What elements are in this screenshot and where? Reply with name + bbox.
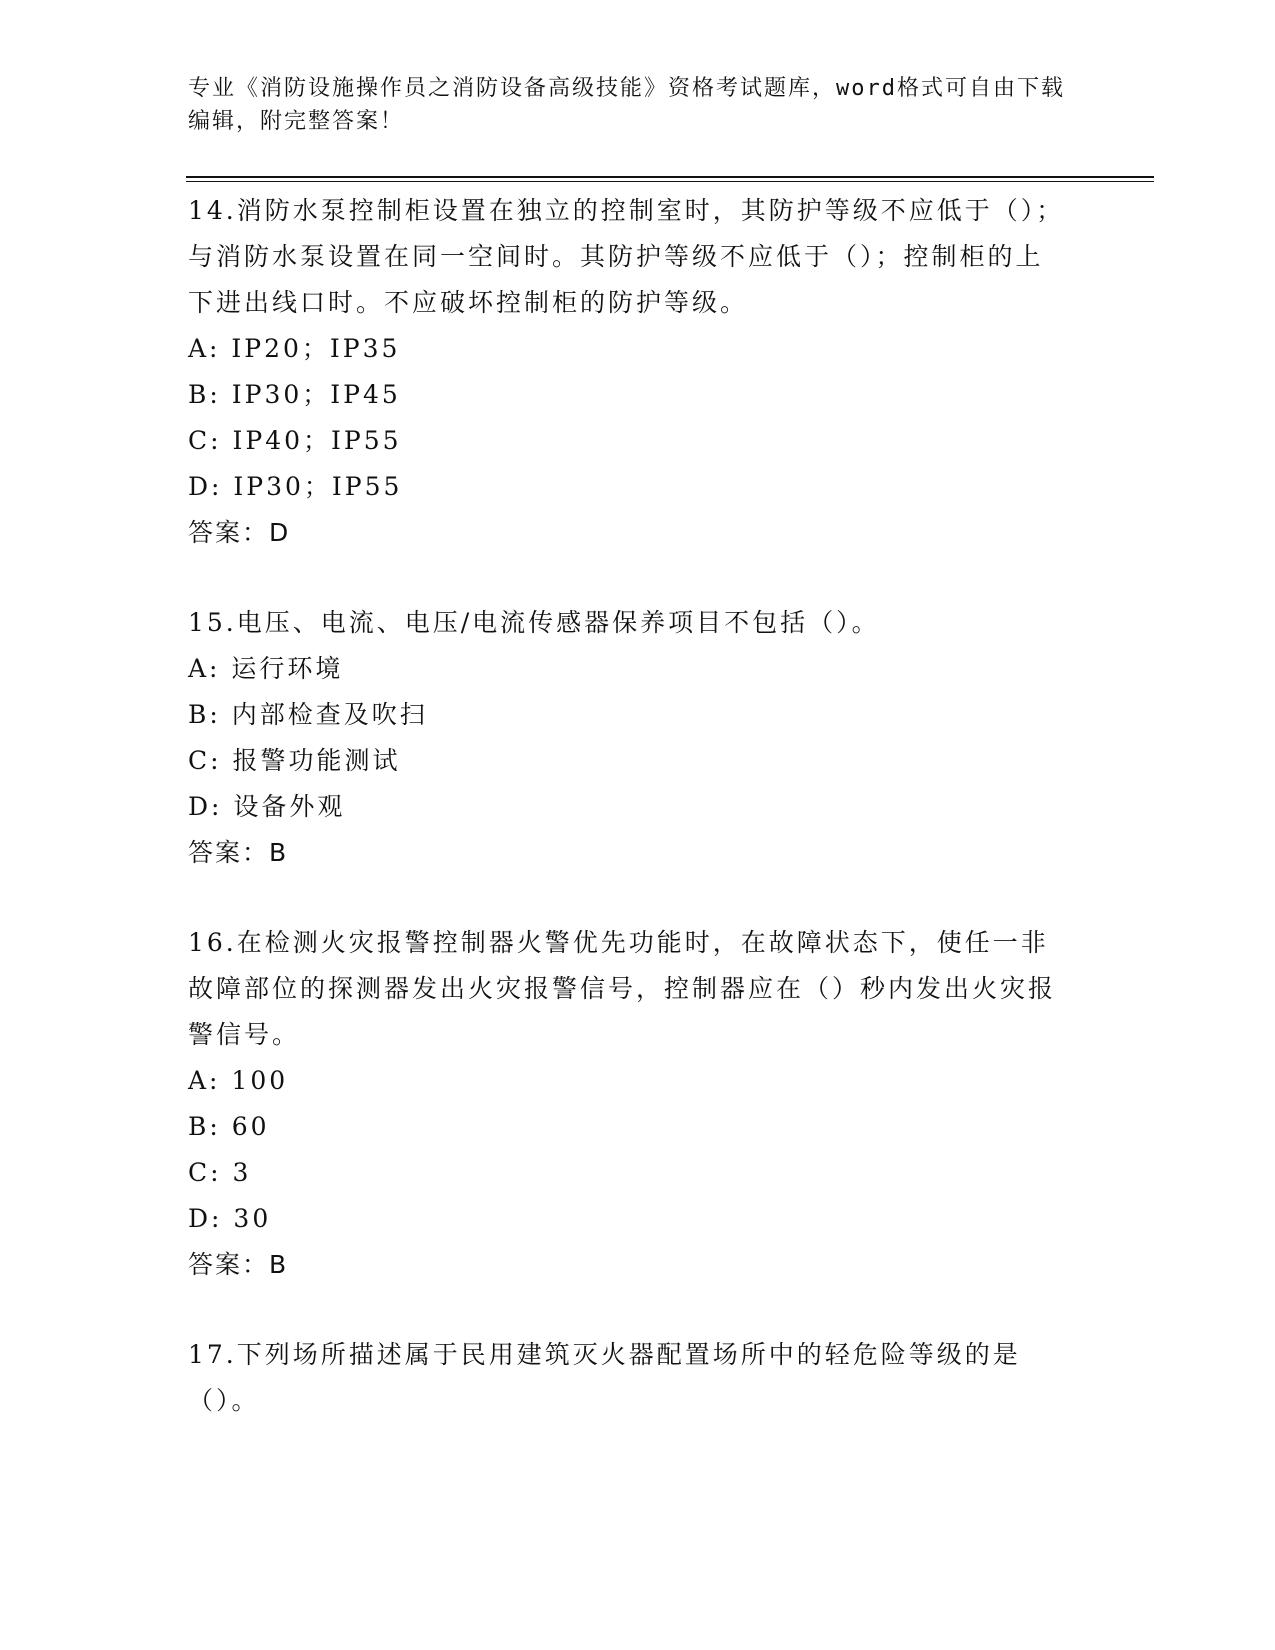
option-c: C: 3 [188,1158,252,1187]
option-d: D: IP30；IP55 [188,472,403,501]
document-header: 专业《消防设施操作员之消防设备高级技能》资格考试题库，word格式可自由下载编辑，附完整答案！ [188,76,1065,134]
option-a: A: 100 [188,1066,289,1095]
question-stem: 16.在检测火灾报警控制器火警优先功能时，在故障状态下，使任一非故障部位的探测器发出火灾报警信号，控制器应在（）秒内发出火灾报警信号。 [188,928,1057,1049]
option-c: C: IP40；IP55 [188,426,402,455]
header-divider-thin [186,181,1154,182]
option-a: A: 运行环境 [188,654,344,683]
answer-line: 答案：B [188,838,289,867]
question-spacer [188,1288,1068,1332]
option-c: C: 报警功能测试 [188,746,401,775]
question-15 [188,600,1068,876]
option-d: D: 设备外观 [188,792,346,821]
question-17 [188,1332,1068,1424]
header-divider-thick [186,176,1154,178]
option-b: B: 60 [188,1112,270,1141]
answer-line: 答案：B [188,1250,289,1279]
option-d: D: 30 [188,1204,272,1233]
question-list [188,188,1068,1424]
option-a: A: IP20；IP35 [188,334,401,363]
option-b: B: 内部检查及吹扫 [188,700,428,729]
question-16 [188,920,1068,1288]
question-spacer [188,876,1068,920]
question-stem: 17.下列场所描述属于民用建筑灭火器配置场所中的轻危险等级的是（）。 [188,1340,1021,1415]
answer-line: 答案：D [188,518,291,547]
question-14 [188,188,1068,556]
option-b: B: IP30；IP45 [188,380,401,409]
question-stem: 14.消防水泵控制柜设置在独立的控制室时，其防护等级不应低于（）；与消防水泵设置在同一空间时。其防护等级不应低于（）；控制柜的上下进出线口时。不应破坏控制柜的防护等级。 [188,196,1065,317]
question-spacer [188,556,1068,600]
question-stem: 15.电压、电流、电压/电流传感器保养项目不包括（）。 [188,608,880,637]
